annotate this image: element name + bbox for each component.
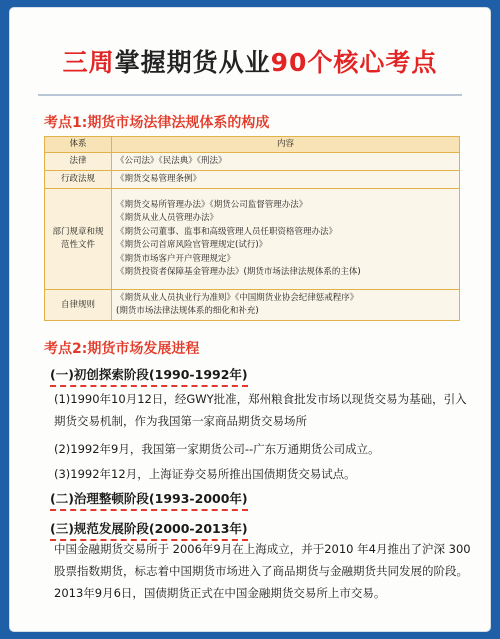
stage3-title-text: (三)规范发展阶段(2000-2013年) bbox=[50, 521, 248, 536]
title-part-2: 掌握期货从业 bbox=[114, 48, 271, 77]
content-line: 《期货市场客户开户管理规定》 bbox=[116, 253, 236, 264]
stage3-paragraph: 中国金融期货交易所于 2006年9月在上海成立，并于2010 年4月推出了沪深 300 股票指数期货，标志着中国期货市场进入了商品期货与金融期货共同发展的阶段。2013年9月6日，国债期货正式在中国金融期货交易所上市交易。 bbox=[54, 542, 471, 600]
table-row bbox=[45, 290, 460, 321]
page-title bbox=[10, 48, 490, 78]
row-category: 部门规章和规范性文件 bbox=[45, 189, 112, 290]
title-part-3: 90个 bbox=[270, 48, 334, 77]
document-card bbox=[10, 8, 490, 631]
stage1-title-text: (一)初创探索阶段(1990-1992年) bbox=[50, 367, 248, 382]
section1-heading: 考点1:期货市场法律法规体系的构成 bbox=[44, 115, 270, 131]
table-row bbox=[45, 153, 460, 171]
law-system-table bbox=[44, 136, 460, 321]
table-row bbox=[45, 171, 460, 189]
section2-heading: 考点2:期货市场发展进程 bbox=[44, 341, 200, 357]
stage2-title bbox=[50, 489, 248, 507]
content-line: (期货市场法律法规体系的细化和补充) bbox=[116, 306, 259, 316]
stage2-title-text: (二)治理整顿阶段(1993-2000年) bbox=[50, 491, 248, 506]
content-line: 《期货从业人员管理办法》 bbox=[116, 213, 219, 223]
stage1-item-2: (2)1992年9月，我国第一家期货公司--广东万通期货公司成立。 bbox=[54, 442, 380, 456]
stage1-item-3: (3)1992年12月，上海证券交易所推出国债期货交易试点。 bbox=[54, 467, 356, 481]
stage1-item-1: (1)1990年10月12日，经GWY批准，郑州粮食批发市场以现货交易为基础，引入期货交易机制，作为我国第一家商品期货交易场所 bbox=[54, 392, 467, 428]
title-part-4: 核心考点 bbox=[333, 48, 438, 77]
row-category: 法律 bbox=[45, 153, 112, 171]
stage1-underline bbox=[50, 385, 248, 387]
title-divider bbox=[38, 94, 462, 96]
row-category: 自律规则 bbox=[45, 290, 112, 321]
row-content bbox=[112, 189, 460, 290]
stage2-underline bbox=[50, 509, 248, 511]
row-category: 行政法规 bbox=[45, 171, 112, 189]
row-content: 《公司法》《民法典》《刑法》 bbox=[112, 153, 460, 171]
content-line: 《期货投资者保障基金管理办法》(期货市场法律法规体系的主体) bbox=[116, 267, 361, 277]
table-row bbox=[45, 189, 460, 290]
table-header-content: 内容 bbox=[112, 137, 460, 153]
content-line: 《期货公司首席风险官管理规定(试行)》 bbox=[116, 240, 268, 250]
content-line: 《期货公司董事、监事和高级管理人员任职资格管理办法》 bbox=[116, 226, 338, 237]
stage3-title bbox=[50, 519, 248, 537]
table-header-row bbox=[45, 137, 460, 153]
content-line: 《期货从业人员执业行为准则》《中国期货业协会纪律惩戒程序》 bbox=[116, 292, 359, 303]
row-content bbox=[112, 290, 460, 321]
stage1-title bbox=[50, 365, 248, 383]
row-content: 《期货交易管理条例》 bbox=[112, 171, 460, 189]
table-header-category: 体系 bbox=[45, 137, 112, 153]
content-line: 《期货交易所管理办法》《期货公司监督管理办法》 bbox=[116, 199, 308, 210]
title-part-1: 三周 bbox=[62, 48, 115, 77]
